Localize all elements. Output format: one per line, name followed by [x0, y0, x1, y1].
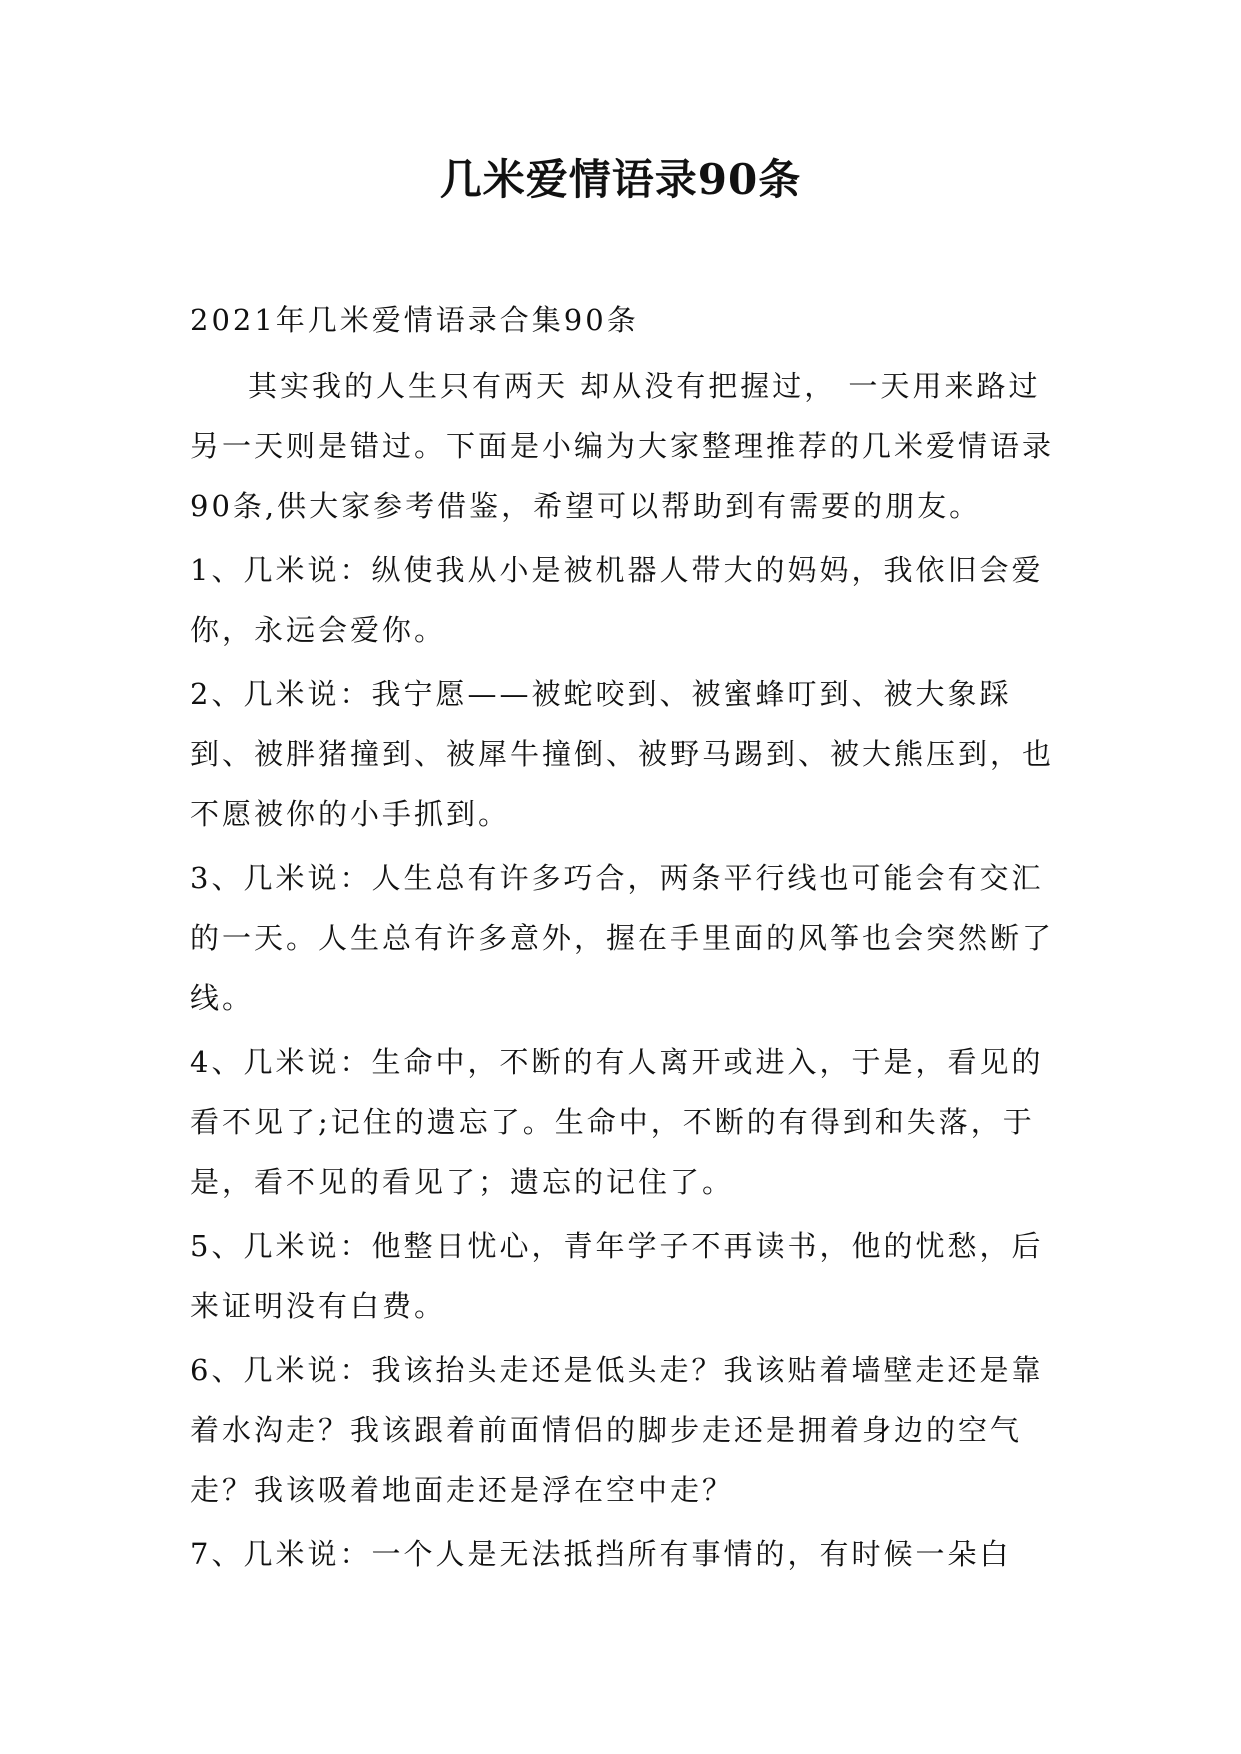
quote-item-4: 4、几米说：生命中，不断的有人离开或进入，于是，看见的看不见了;记住的遗忘了。生命中，不断的有得到和失落，于是，看不见的看见了；遗忘的记住了。 [190, 1045, 1044, 1199]
document-subtitle: 2021年几米爱情语录合集90条 [190, 303, 639, 337]
intro-paragraph: 其实我的人生只有两天 却从没有把握过， 一天用来路过 另一天则是错过。下面是小编为大家整理推荐的几米爱情语录90条,供大家参考借鉴，希望可以帮助到有需要的朋友。 [190, 369, 1055, 523]
quote-item-6: 6、几米说：我该抬头走还是低头走？我该贴着墙壁走还是靠着水沟走？我该跟着前面情侣的脚步走还是拥着身边的空气走？我该吸着地面走还是浮在空中走？ [190, 1353, 1044, 1507]
document-body [190, 290, 1070, 1584]
quote-item-2: 2、几米说：我宁愿——被蛇咬到、被蜜蜂叮到、被大象踩到、被胖猪撞到、被犀牛撞倒、被野马踢到、被大熊压到，也不愿被你的小手抓到。 [190, 677, 1055, 831]
document-title: 几米爱情语录90条 [439, 155, 802, 204]
quote-item-1: 1、几米说：纵使我从小是被机器人带大的妈妈，我依旧会爱你，永远会爱你。 [190, 553, 1044, 647]
quote-item-7: 7、几米说：一个人是无法抵挡所有事情的，有时候一朵白 [190, 1537, 1012, 1571]
quote-item-3: 3、几米说：人生总有许多巧合，两条平行线也可能会有交汇的一天。人生总有许多意外，握在手里面的风筝也会突然断了线。 [190, 861, 1055, 1015]
quote-item-5: 5、几米说：他整日忧心，青年学子不再读书，他的忧愁，后来证明没有白费。 [190, 1229, 1044, 1323]
